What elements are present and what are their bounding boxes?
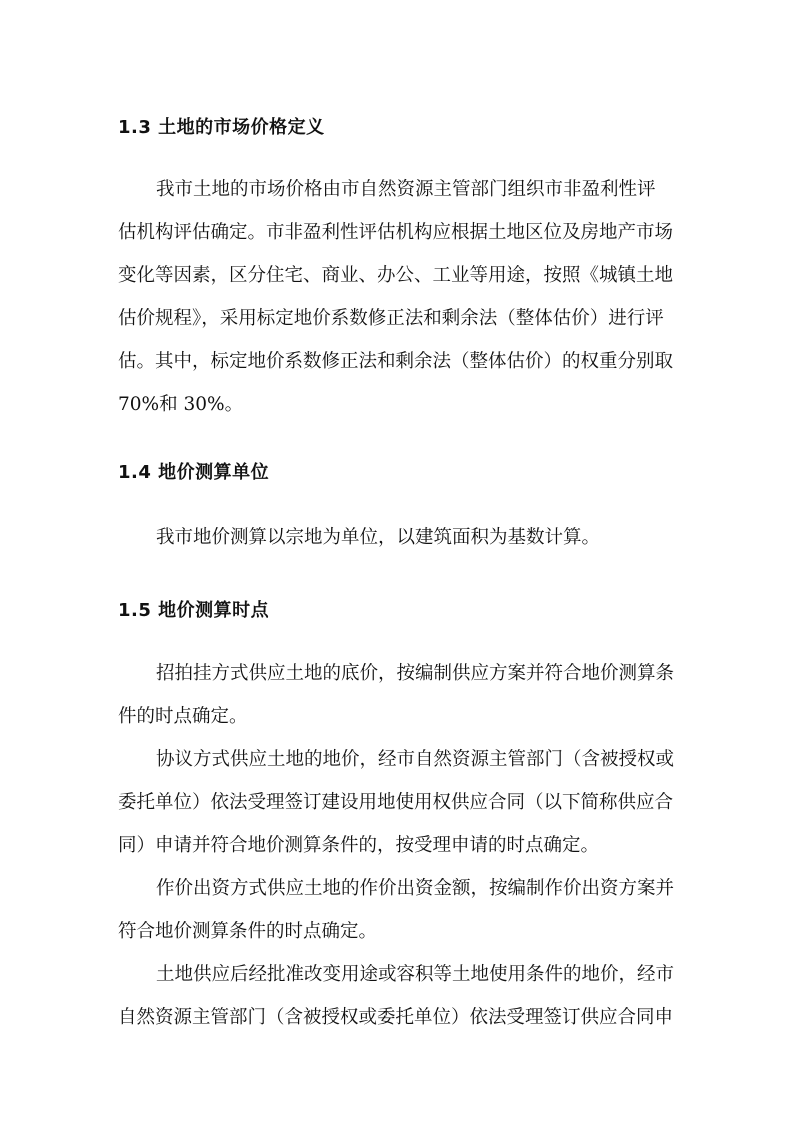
text-line: 作价出资方式供应土地的作价出资金额，按编制作价出资方案并 (156, 878, 675, 899)
text-line: 件的时点确定。 (118, 706, 248, 727)
text-line: 我市地价测算以宗地为单位，以建筑面积为基数计算。 (156, 527, 601, 548)
text-line: 协议方式供应土地的地价，经市自然资源主管部门（含被授权或 (156, 749, 675, 770)
text-line: 自然资源主管部门（含被授权或委托单位）依法受理签订供应合同申 (118, 1007, 674, 1028)
paragraph-time-point (118, 652, 688, 1039)
text-line: 估价规程》，采用标定地价系数修正法和剩余法（整体估价）进行评 (118, 308, 664, 329)
text-line: 70%和 30%。 (118, 394, 244, 415)
text-line: 我市土地的市场价格由市自然资源主管部门组织市非盈利性评 (156, 179, 656, 200)
text-line: 委托单位）依法受理签订建设用地使用权供应合同（以下简称供应合 (118, 792, 674, 813)
text-line: 同）申请并符合地价测算条件的，按受理申请的时点确定。 (118, 835, 600, 856)
text-line: 估机构评估确定。市非盈利性评估机构应根据土地区位及房地产市场 (118, 222, 674, 243)
text-line: 估。其中，标定地价系数修正法和剩余法（整体估价）的权重分别取 (118, 351, 674, 372)
section-heading-1-5: 1.5 地价测算时点 (118, 600, 270, 621)
text-line: 符合地价测算条件的时点确定。 (118, 921, 378, 942)
text-line: 招拍挂方式供应土地的底价，按编制供应方案并符合地价测算条 (156, 663, 675, 684)
text-line: 土地供应后经批准改变用途或容积等土地使用条件的地价，经市 (156, 964, 675, 985)
text-line: 变化等因素，区分住宅、商业、办公、工业等用途，按照《城镇土地 (118, 265, 674, 286)
paragraph-price-unit (118, 516, 688, 559)
paragraph-market-price (118, 168, 688, 426)
section-heading-1-4: 1.4 地价测算单位 (118, 462, 270, 483)
section-heading-1-3: 1.3 土地的市场价格定义 (118, 117, 325, 138)
